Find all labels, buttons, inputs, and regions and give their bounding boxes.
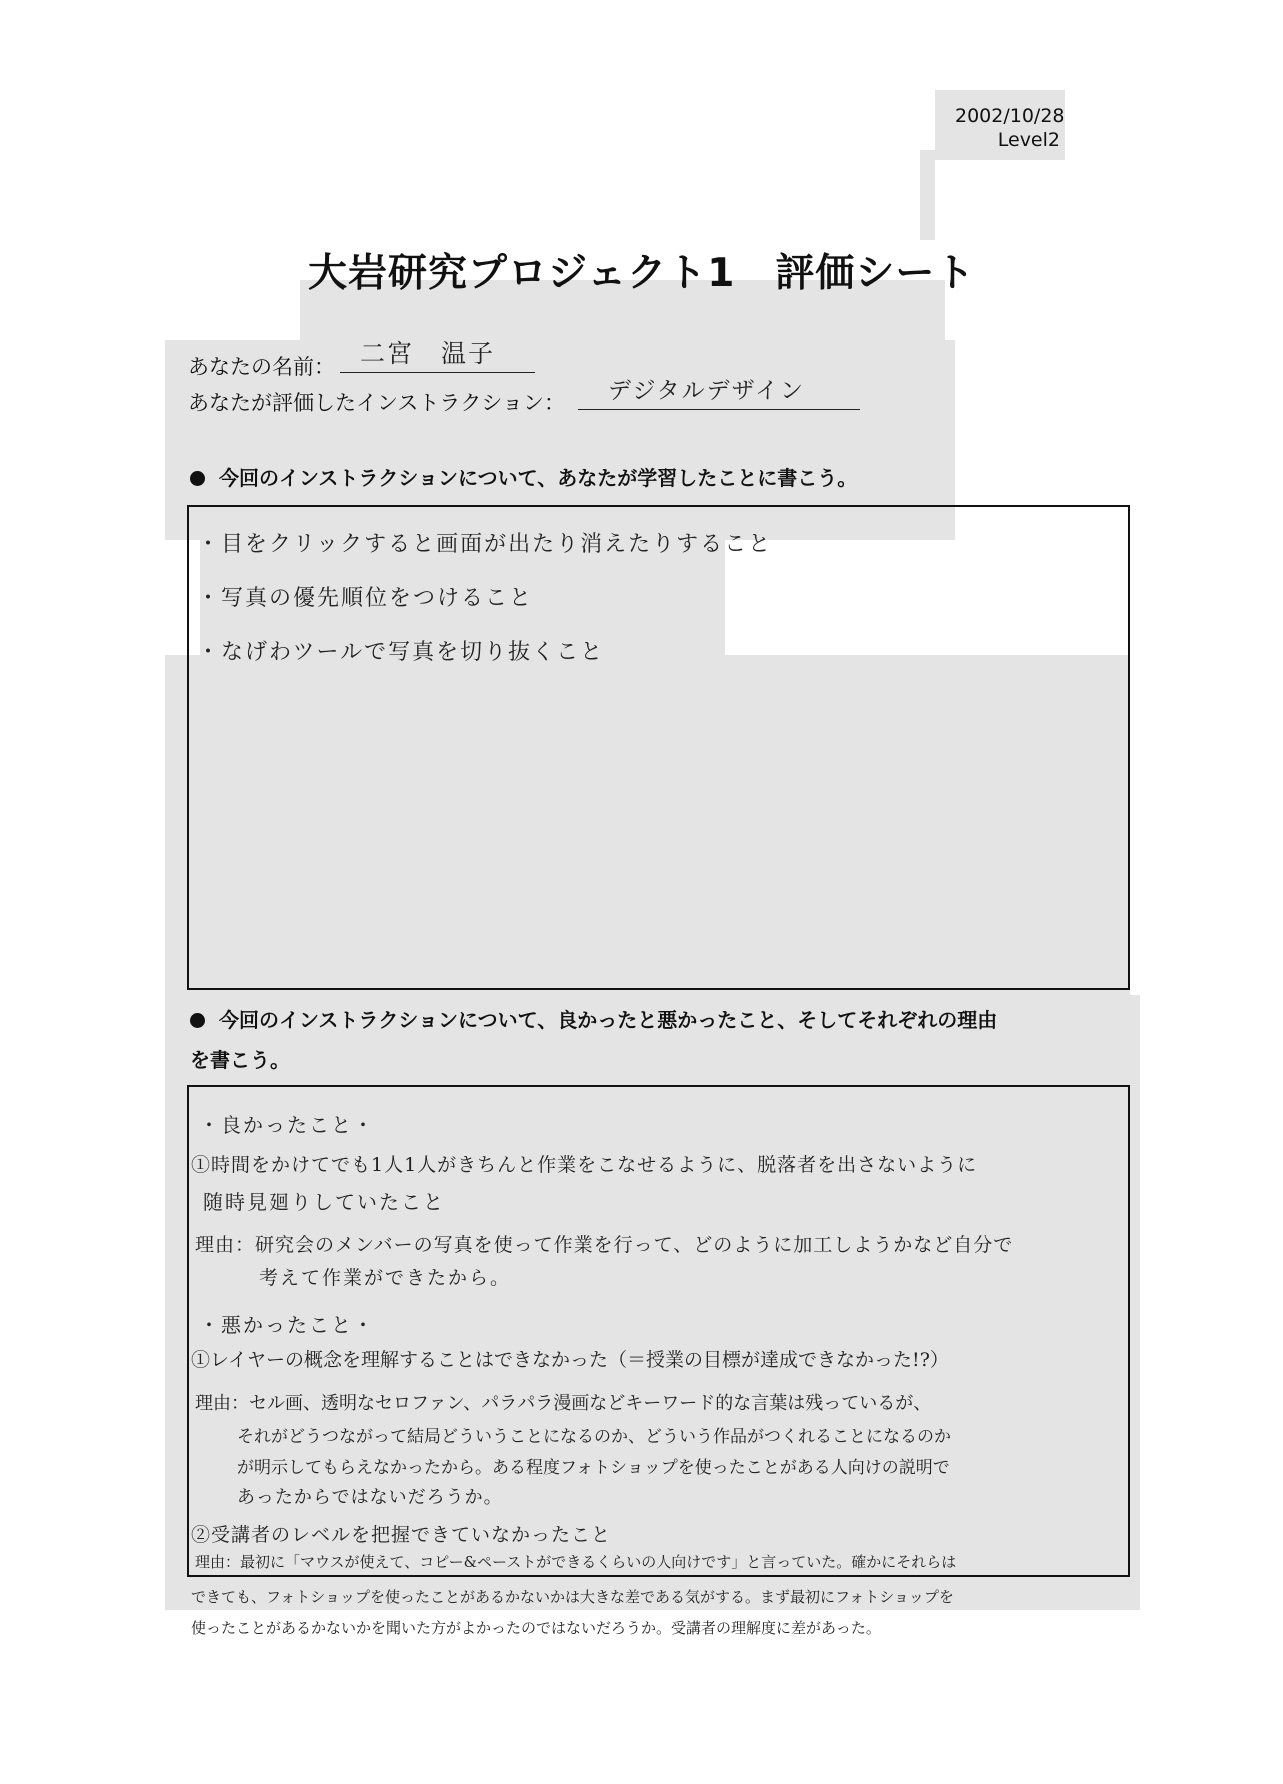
bad-reason-2-cont: できても、フォトショップを使ったことがあるかないかは大きな差である気がする。まず最初にフォトショップを	[191, 1588, 954, 1606]
bad-reason-2-cont: 使ったことがあるかないかを聞いた方がよかったのではないだろうか。受講者の理解度に差があった。	[191, 1619, 881, 1637]
section2-heading-continued: を書こう。	[190, 1048, 290, 1072]
name-label: あなたの名前：	[188, 355, 335, 379]
name-value: 二宮 温子	[340, 336, 535, 373]
bullet-icon	[190, 1013, 205, 1028]
good-reason: 理由：研究会のメンバーの写真を使って作業を行って、どのように加工しようかなど自分で	[195, 1234, 1014, 1256]
learned-line: ・目をクリックすると画面が出たり消えたりすること	[197, 532, 773, 557]
section2-heading	[190, 1004, 997, 1033]
learned-line: ・写真の優先順位をつけること	[197, 586, 534, 611]
good-reason-cont: 考えて作業ができたから。	[259, 1267, 512, 1289]
bad-point-2: ②受講者のレベルを把握できていなかったこと	[191, 1524, 612, 1546]
bad-heading: ・悪かったこと・	[199, 1313, 375, 1337]
bad-reason: 理由：セル画、透明なセロファン、パラパラ漫画などキーワード的な言葉は残っているが、	[195, 1393, 932, 1414]
bad-reason-2: 理由：最初に「マウスが使えて、コピー&ペーストができるくらいの人向けです」と言っていた。確かにそれらは	[195, 1553, 957, 1571]
bullet-icon	[190, 471, 205, 486]
bad-reason-cont: それがどうつながって結局どういうことになるのか、どういう作品がつくれることになるのか	[237, 1427, 951, 1447]
instruction-value: デジタルデザイン	[578, 373, 860, 410]
bad-point-1: ①レイヤーの概念を理解することはできなかった（＝授業の目標が達成できなかった!?）	[191, 1349, 949, 1371]
bad-reason-cont: あったからではないだろうか。	[237, 1487, 503, 1508]
page-title: 大岩研究プロジェクト1 評価シート	[308, 251, 976, 296]
learned-answer-box	[187, 505, 1130, 990]
good-bad-answer-box	[187, 1085, 1130, 1577]
good-point-1: ①時間をかけてでも1人1人がきちんと作業をこなせるように、脱落者を出さないように	[191, 1154, 978, 1176]
section2-heading-text: 今回のインストラクションについて、良かったと悪かったこと、そしてそれぞれの理由	[219, 1008, 998, 1032]
level-text: Level2	[997, 129, 1060, 151]
section1-heading-text: 今回のインストラクションについて、あなたが学習したことに書こう。	[219, 466, 858, 490]
instruction-label: あなたが評価したインストラクション：	[188, 391, 565, 415]
date-stamp	[955, 104, 1065, 152]
bad-reason-cont: が明示してもらえなかったから。ある程度フォトショップを使ったことがある人向けの説明で	[237, 1458, 950, 1478]
good-point-1-cont: 随時見廻りしていたこと	[203, 1190, 445, 1214]
section1-heading	[190, 462, 857, 491]
learned-line: ・なげわツールで写真を切り抜くこと	[197, 640, 605, 665]
good-heading: ・良かったこと・	[199, 1113, 375, 1137]
paper-strip	[920, 150, 935, 240]
date-text: 2002/10/28	[955, 105, 1065, 127]
